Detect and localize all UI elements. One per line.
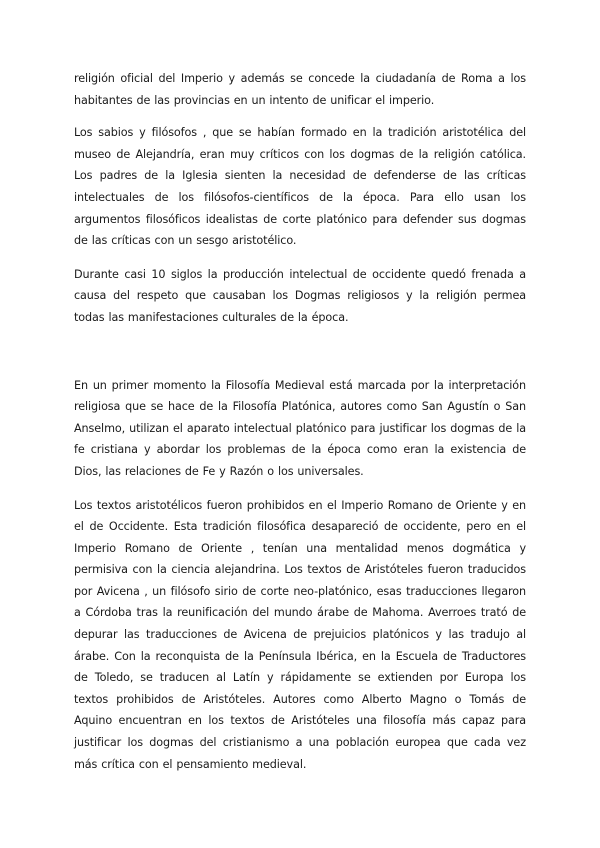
paragraph-platonic-interpretation: En un primer momento la Filosofía Medieval está marcada por la interpretación religiosa que se hace de la Filosofía Platónica, autores como San Agustín o San Anselmo, utilizan el aparato intelectual platónico para justificar los dogmas de la fe cristiana y abordar los problemas de la época como eran la existencia de Dios, las relaciones de Fe y Razón o los universales.: [74, 378, 526, 478]
paragraph-ten-centuries: Durante casi 10 siglos la producción intelectual de occidente quedó frenada a causa del respeto que causaban los Dogmas religiosos y la religión permea todas las manifestaciones culturales de la época.: [74, 267, 526, 324]
paragraph-aristotelian-texts: Los textos aristotélicos fueron prohibidos en el Imperio Romano de Oriente y en el de Occidente. Esta tradición filosófica desapareció de occidente, pero en el Imperio Romano de Oriente , tenían una mentalidad menos dogmática y permisiva con la ciencia alejandrina. Los textos de Aristóteles fueron traducidos por Avicena , un filósofo sirio de corte neo-platónico, esas traducciones llegaron a Córdoba tras la reunificación del mundo árabe de Mahoma. Averroes trató de depurar las traducciones de Avicena de prejuicios platónicos y las tradujo al árabe. Con la reconquista de la Península Ibérica, en la Escuela de Traductores de Toledo, se traducen al Latín y rápidamente se extienden por Europa los textos prohibidos de Aristóteles. Autores como Alberto Magno o Tomás de Aquino encuentran en los textos de Aristóteles una filosofía más capaz para justificar los dogmas del cristianismo a una población europea que cada vez más crítica con el pensamiento medieval.: [74, 498, 526, 771]
paragraph-philosophers-critique: Los sabios y filósofos , que se habían formado en la tradición aristotélica del museo de Alejandría, eran muy críticos con los dogmas de la religión católica. Los padres de la Iglesia sienten la necesidad de defenderse de las críticas intelectuales de los filósofos-científicos de la época. Para ello usan los argumentos filosóficos idealistas de corte platónico para defender sus dogmas de las críticas con un sesgo aristotélico.: [74, 126, 526, 248]
paragraph-roman-citizenship: religión oficial del Imperio y además se concede la ciudadanía de Roma a los habitantes de las provincias en un intento de unificar el imperio.: [74, 72, 526, 107]
